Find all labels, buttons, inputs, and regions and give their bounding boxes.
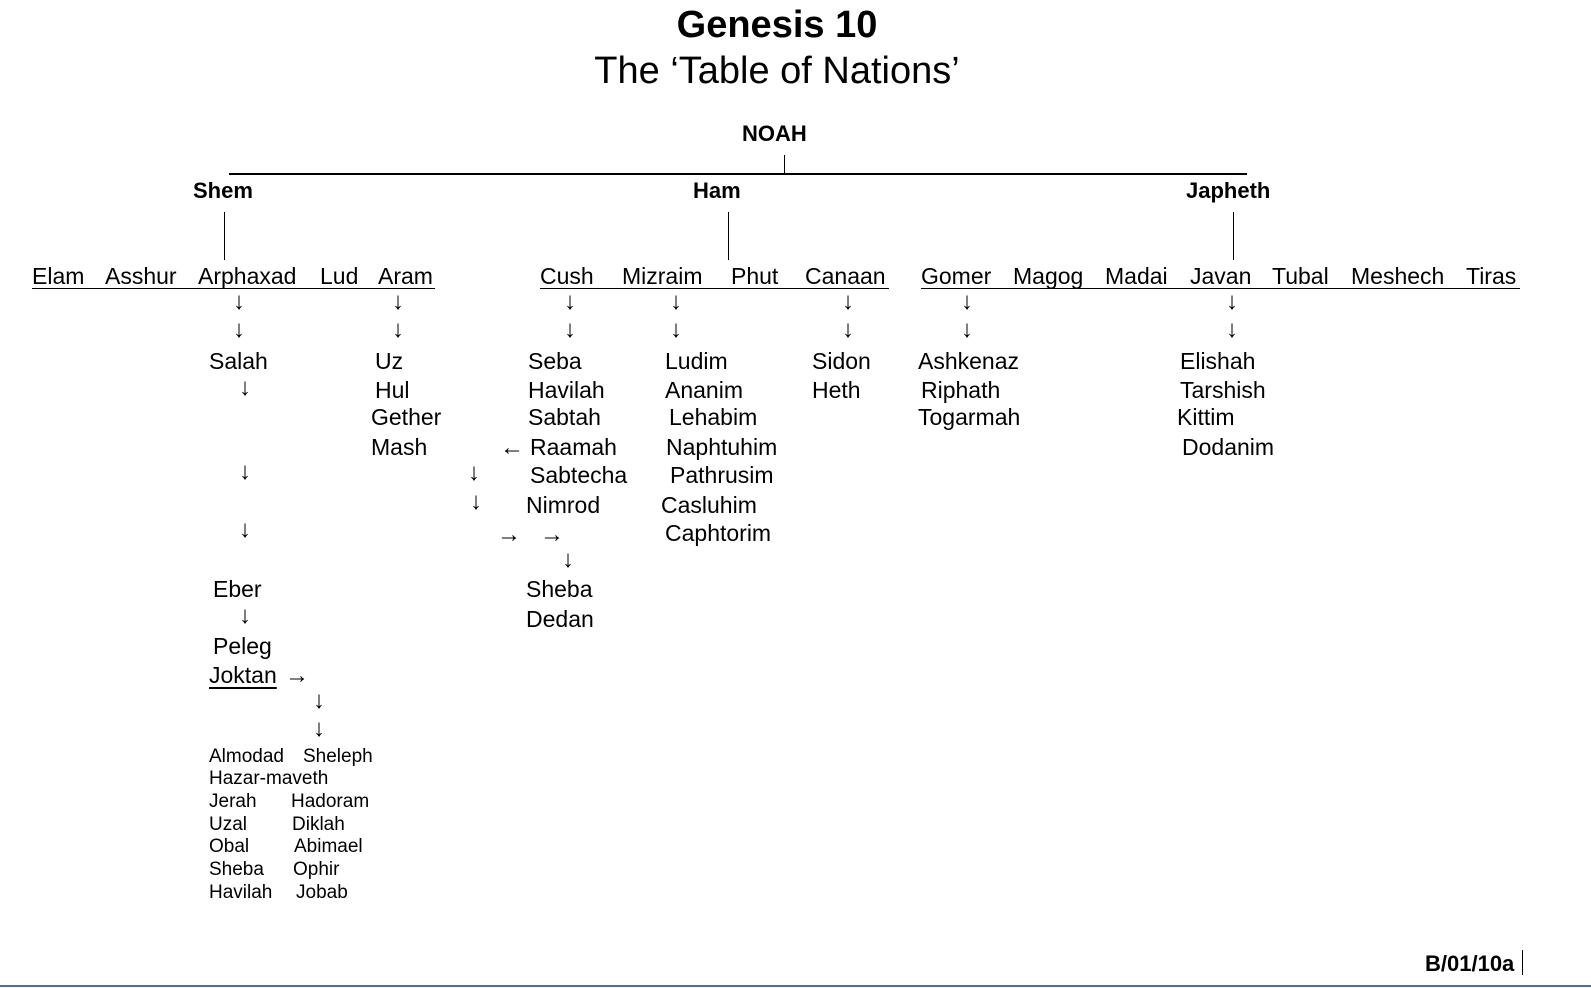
- down-arrow-icon: ↓: [670, 316, 682, 343]
- javan-son: Dodanim: [1182, 434, 1275, 460]
- footer-code: B/01/10a: [1425, 951, 1515, 976]
- japheth-son-tiras: Tiras: [1466, 263, 1517, 289]
- down-arrow-icon: ↓: [392, 288, 404, 315]
- descendant-joktan: Joktan: [209, 662, 277, 688]
- ham-son-canaan: Canaan: [805, 263, 886, 289]
- javan-son: Elishah: [1180, 348, 1256, 374]
- down-arrow-icon: ↓: [562, 546, 574, 573]
- javan-son: Kittim: [1177, 404, 1235, 430]
- cush-son: Seba: [528, 348, 582, 374]
- down-arrow-icon: ↓: [239, 516, 251, 543]
- gomer-son: Riphath: [921, 377, 1001, 403]
- aram-son: Uz: [375, 348, 404, 374]
- down-arrow-icon: ↓: [564, 288, 576, 315]
- raamah-son: Sheba: [526, 576, 593, 602]
- ham-son-mizraim: Mizraim: [622, 263, 703, 289]
- down-arrow-icon: ↓: [1226, 316, 1238, 343]
- joktan-son: Hadoram: [291, 791, 370, 812]
- raamah-son: Dedan: [526, 606, 594, 632]
- canaan-son: Heth: [812, 377, 861, 403]
- down-arrow-icon: ↓: [239, 458, 251, 485]
- cush-son: Sabtah: [528, 404, 601, 430]
- down-arrow-icon: ↓: [313, 687, 325, 714]
- page-title: Genesis 10: [676, 4, 878, 46]
- japheth-son-magog: Magog: [1013, 263, 1084, 289]
- joktan-son: Diklah: [292, 814, 345, 835]
- down-arrow-icon: ↓: [233, 316, 245, 343]
- down-arrow-icon: ↓: [670, 288, 682, 315]
- down-arrow-icon: ↓: [842, 316, 854, 343]
- gomer-son: Togarmah: [918, 404, 1021, 430]
- son-shem: Shem: [193, 178, 253, 203]
- aram-son: Hul: [375, 377, 410, 403]
- down-arrow-icon: ↓: [239, 374, 251, 401]
- shem-son-aram: Aram: [378, 263, 433, 289]
- ham-connector: [728, 212, 729, 260]
- descendant-peleg: Peleg: [213, 633, 272, 659]
- root-noah: NOAH: [742, 121, 807, 146]
- down-arrow-icon: ↓: [961, 288, 973, 315]
- joktan-son: Havilah: [209, 882, 273, 903]
- text-cursor: [1522, 950, 1523, 975]
- joktan-son: Almodad: [209, 746, 284, 767]
- aram-son: Gether: [371, 404, 442, 430]
- mizraim-son: Pathrusim: [670, 462, 774, 488]
- noah-connector: [784, 155, 785, 175]
- ham-sons-underline: [540, 288, 889, 289]
- joktan-son: Sheba: [209, 859, 264, 880]
- japheth-son-javan: Javan: [1190, 263, 1252, 289]
- japheth-son-gomer: Gomer: [921, 263, 992, 289]
- canaan-son: Sidon: [812, 348, 871, 374]
- japheth-sons-underline: [921, 288, 1520, 289]
- joktan-son: Uzal: [209, 814, 248, 835]
- cush-son: Sabtecha: [530, 462, 628, 488]
- shem-connector: [224, 212, 225, 260]
- left-arrow-icon: ←: [500, 434, 524, 461]
- joktan-son: Obal: [209, 836, 250, 857]
- japheth-son-meshech: Meshech: [1351, 263, 1445, 289]
- sons-bracket-line: [229, 173, 1247, 175]
- cush-son: Raamah: [530, 434, 617, 460]
- cush-son: Nimrod: [526, 492, 601, 518]
- mizraim-son: Ananim: [665, 377, 743, 403]
- joktan-son: Sheleph: [303, 746, 373, 767]
- joktan-son: Hazar-maveth: [209, 768, 329, 789]
- down-arrow-icon: ↓: [842, 288, 854, 315]
- joktan-son: Abimael: [294, 836, 363, 857]
- descendant-salah: Salah: [209, 348, 268, 374]
- gomer-son: Ashkenaz: [918, 348, 1020, 374]
- japheth-son-madai: Madai: [1105, 263, 1168, 289]
- joktan-son: Ophir: [293, 859, 340, 880]
- ham-son-cush: Cush: [540, 263, 594, 289]
- javan-son: Tarshish: [1180, 377, 1266, 403]
- page-subtitle: The ‘Table of Nations’: [594, 50, 960, 92]
- down-arrow-icon: ↓: [1226, 288, 1238, 315]
- shem-son-lud: Lud: [320, 263, 359, 289]
- down-arrow-icon: ↓: [564, 316, 576, 343]
- japheth-son-tubal: Tubal: [1272, 263, 1329, 289]
- aram-son: Mash: [371, 434, 428, 460]
- son-japheth: Japheth: [1186, 178, 1271, 203]
- son-ham: Ham: [693, 178, 741, 203]
- joktan-son: Jobab: [296, 882, 348, 903]
- down-arrow-icon: ↓: [468, 459, 480, 486]
- right-arrow-icon: →: [540, 521, 564, 548]
- joktan-son: Jerah: [209, 791, 257, 812]
- mizraim-son: Caphtorim: [665, 520, 772, 546]
- down-arrow-icon: ↓: [470, 488, 482, 515]
- cush-son: Havilah: [528, 377, 605, 403]
- shem-son-asshur: Asshur: [105, 263, 177, 289]
- right-arrow-icon: →: [285, 662, 309, 689]
- mizraim-son: Ludim: [665, 348, 728, 374]
- down-arrow-icon: ↓: [961, 316, 973, 343]
- mizraim-son: Casluhim: [661, 492, 757, 518]
- down-arrow-icon: ↓: [392, 316, 404, 343]
- down-arrow-icon: ↓: [239, 602, 251, 629]
- shem-son-arphaxad: Arphaxad: [198, 263, 297, 289]
- down-arrow-icon: ↓: [313, 715, 325, 742]
- page-bottom-rule: [0, 985, 1591, 987]
- shem-son-elam: Elam: [32, 263, 85, 289]
- right-arrow-icon: →: [497, 521, 521, 548]
- ham-son-phut: Phut: [731, 263, 779, 289]
- descendant-eber: Eber: [213, 576, 262, 602]
- mizraim-son: Naphtuhim: [666, 434, 778, 460]
- mizraim-son: Lehabim: [669, 404, 758, 430]
- down-arrow-icon: ↓: [233, 288, 245, 315]
- japheth-connector: [1233, 212, 1234, 260]
